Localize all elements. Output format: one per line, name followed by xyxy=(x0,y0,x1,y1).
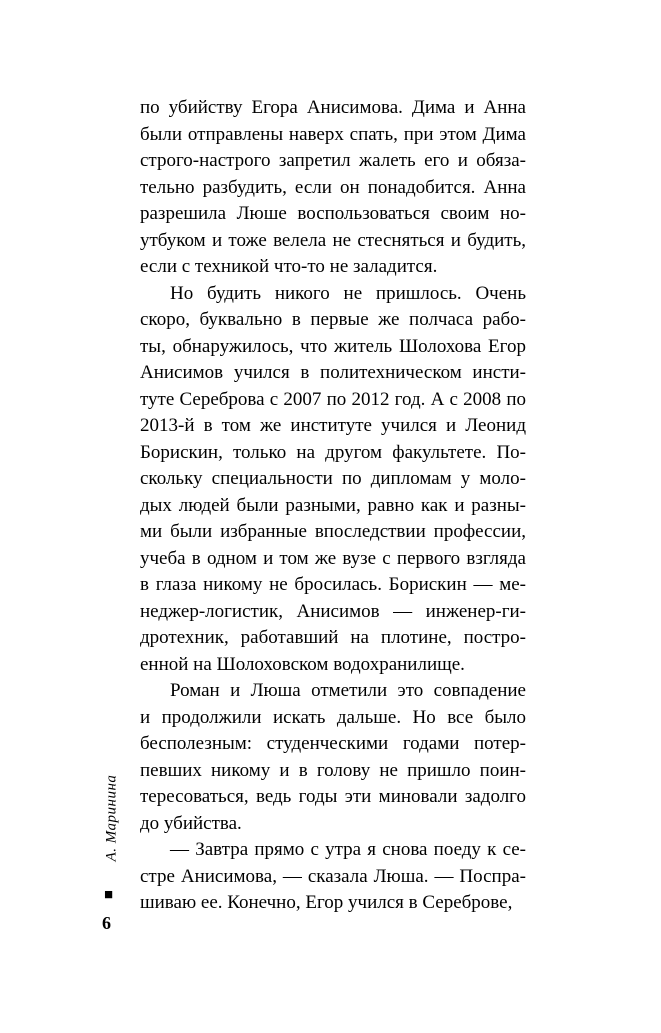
text-line: по убийству Егора Анисимова. Дима и Анна xyxy=(140,97,526,118)
text-line: если с техникой что-то не заладится. xyxy=(140,256,438,277)
author-margin-label: А. Маринина xyxy=(103,774,120,862)
text-line: тельно разбудить, если он понадобится. Анна xyxy=(140,176,526,198)
text-line: — Завтра прямо с утра я снова поеду к се- xyxy=(170,839,526,860)
text-line: Борискин, только на другом факультете. По- xyxy=(140,441,526,463)
text-line: ты, обнаружилось, что житель Шолохова Егор xyxy=(140,335,526,357)
text-line: утбуком и тоже велела не стесняться и будить, xyxy=(140,229,526,251)
text-line: Анисимов учился в политехническом инсти- xyxy=(140,362,526,383)
text-line: были отправлены наверх спать, при этом Дима xyxy=(140,123,526,145)
text-line: в глаза никому не бросилась. Борискин — ме- xyxy=(140,574,526,595)
text-line: дротехник, работавший на плотине, постро- xyxy=(140,627,526,648)
text-line: енной на Шолоховском водохранилище. xyxy=(140,653,465,675)
text-line: Роман и Люша отметили это совпадение xyxy=(170,680,526,701)
text-line: скольку специальности по дипломам у моло- xyxy=(140,468,526,489)
text-line: шиваю ее. Конечно, Егор учился в Сереброве, xyxy=(140,892,513,913)
text-line: и продолжили искать дальше. Но все было xyxy=(140,706,526,728)
text-line: 2013-й в том же институте учился и Леонид xyxy=(140,415,526,436)
text-line: тересоваться, ведь годы эти миновали задолго xyxy=(140,786,526,807)
text-line: разрешила Люше воспользоваться своим но- xyxy=(140,203,526,224)
text-line: дых людей были разными, равно как и разны- xyxy=(140,494,526,516)
text-line: Но будить никого не пришлось. Очень xyxy=(170,282,526,304)
text-line: до убийства. xyxy=(140,812,242,834)
square-marker-icon: ■ xyxy=(104,887,114,903)
text-block xyxy=(140,95,526,917)
text-line: певших никому и в голову не пришло поин- xyxy=(140,759,526,781)
text-line: стре Анисимова, — сказала Люша. — Поспра- xyxy=(140,865,526,887)
text-line: туте Сереброва с 2007 по 2012 год. А с 2008 по xyxy=(140,388,526,410)
text-line: ми были избранные впоследствии профессии, xyxy=(140,521,526,542)
text-line: неджер-логистик, Анисимов — инженер-ги- xyxy=(140,600,526,622)
text-line: строго-настрого запретил жалеть его и обяза- xyxy=(140,150,526,171)
text-line: скоро, буквально в первые же полчаса рабо- xyxy=(140,309,526,330)
page-number: 6 xyxy=(102,913,111,933)
text-line: учеба в одном и том же вузе с первого взгляда xyxy=(140,547,526,569)
text-line: бесполезным: студенческими годами потер- xyxy=(140,733,526,754)
